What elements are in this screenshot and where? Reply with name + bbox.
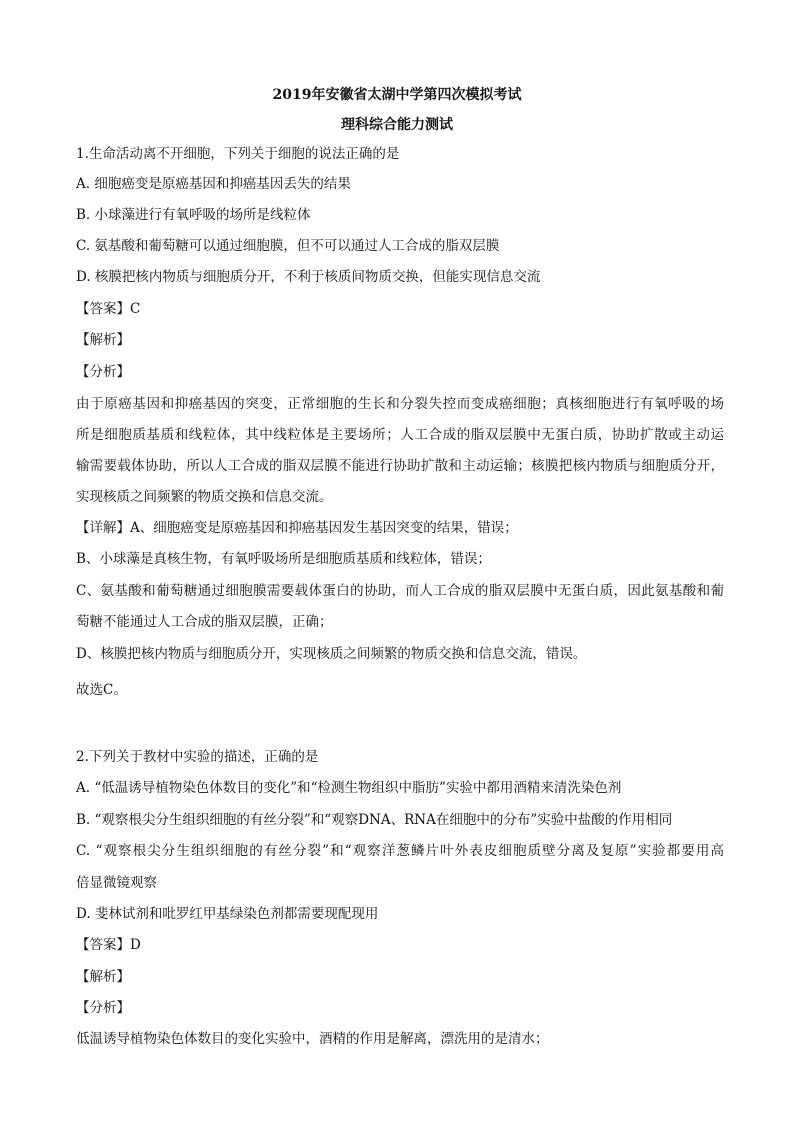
q1-detail-line: C、氨基酸和葡萄糖通过细胞膜需要载体蛋白的协助，而人工合成的脂双层膜中无蛋白质，因此氨基酸和葡 — [76, 583, 724, 599]
q1-detail-line: 萄糖不能通过人工合成的脂双层膜，正确； — [76, 614, 333, 630]
q1-analysis-line: 实现核质之间频繁的物质交换和信息交流。 — [76, 489, 333, 505]
q1-analysis-line: 输需要载体协助，所以人工合成的脂双层膜不能进行协助扩散和主动运输；核膜把核内物质与细胞质分开， — [76, 458, 724, 474]
q1-conclusion: 故选C。 — [76, 682, 127, 698]
q2-option-c: C. “观察根尖分生组织细胞的有丝分裂”和“观察洋葱鳞片叶外表皮细胞质壁分离及复原”实验都要用高 — [76, 843, 724, 859]
q1-analysis-label: 【分析】 — [76, 364, 130, 380]
q2-option-b: B. “观察根尖分生组织细胞的有丝分裂”和“观察DNA、RNA在细胞中的分布”实验中盐酸的作用相同 — [76, 812, 673, 828]
q2-analysis-line: 低温诱导植物染色体数目的变化实验中，酒精的作用是解离，漂洗用的是清水； — [76, 1031, 549, 1047]
exam-subtitle: 理科综合能力测试 — [341, 117, 453, 133]
q1-stem: 1.生命活动离不开细胞，下列关于细胞的说法正确的是 — [76, 146, 400, 162]
q1-analysis-line: 所是细胞质基质和线粒体，其中线粒体是主要场所；人工合成的脂双层膜中无蛋白质，协助扩散或主动运 — [76, 427, 724, 443]
q1-option-d: D. 核膜把核内物质与细胞质分开，不利于核质间物质交换，但能实现信息交流 — [76, 269, 541, 285]
q1-detail-line: B、小球藻是真核生物，有氧呼吸场所是细胞质基质和线粒体，错误； — [76, 551, 491, 567]
q2-answer: 【答案】D — [76, 937, 141, 953]
q2-option-a: A. “低温诱导植物染色体数目的变化”和“检测生物组织中脂肪”实验中都用酒精来清洗染色剂 — [76, 780, 622, 796]
exam-title: 2019年安徽省太湖中学第四次模拟考试 — [272, 87, 522, 103]
q2-option-d: D. 斐林试剂和吡罗红甲基绿染色剂都需要现配现用 — [76, 906, 379, 922]
q2-stem: 2.下列关于教材中实验的描述，正确的是 — [76, 749, 319, 765]
q2-analysis-label: 【分析】 — [76, 1000, 130, 1016]
q1-answer: 【答案】C — [76, 301, 141, 317]
q2-explain-label: 【解析】 — [76, 969, 130, 985]
q1-option-b: B. 小球藻进行有氧呼吸的场所是线粒体 — [76, 207, 311, 223]
q1-detail-line: 【详解】A、细胞癌变是原癌基因和抑癌基因发生基因突变的结果，错误； — [76, 520, 518, 536]
q2-option-c-continued: 倍显微镜观察 — [76, 875, 157, 891]
q1-option-c: C. 氨基酸和葡萄糖可以通过细胞膜，但不可以通过人工合成的脂双层膜 — [76, 238, 500, 254]
q1-explain-label: 【解析】 — [76, 332, 130, 348]
q1-detail-line: D、核膜把核内物质与细胞质分开，实现核质之间频繁的物质交换和信息交流，错误。 — [76, 646, 587, 662]
q1-option-a: A. 细胞癌变是原癌基因和抑癌基因丢失的结果 — [76, 176, 351, 192]
q1-analysis-line: 由于原癌基因和抑癌基因的突变，正常细胞的生长和分裂失控而变成癌细胞；真核细胞进行有氧呼吸的场 — [76, 396, 724, 412]
